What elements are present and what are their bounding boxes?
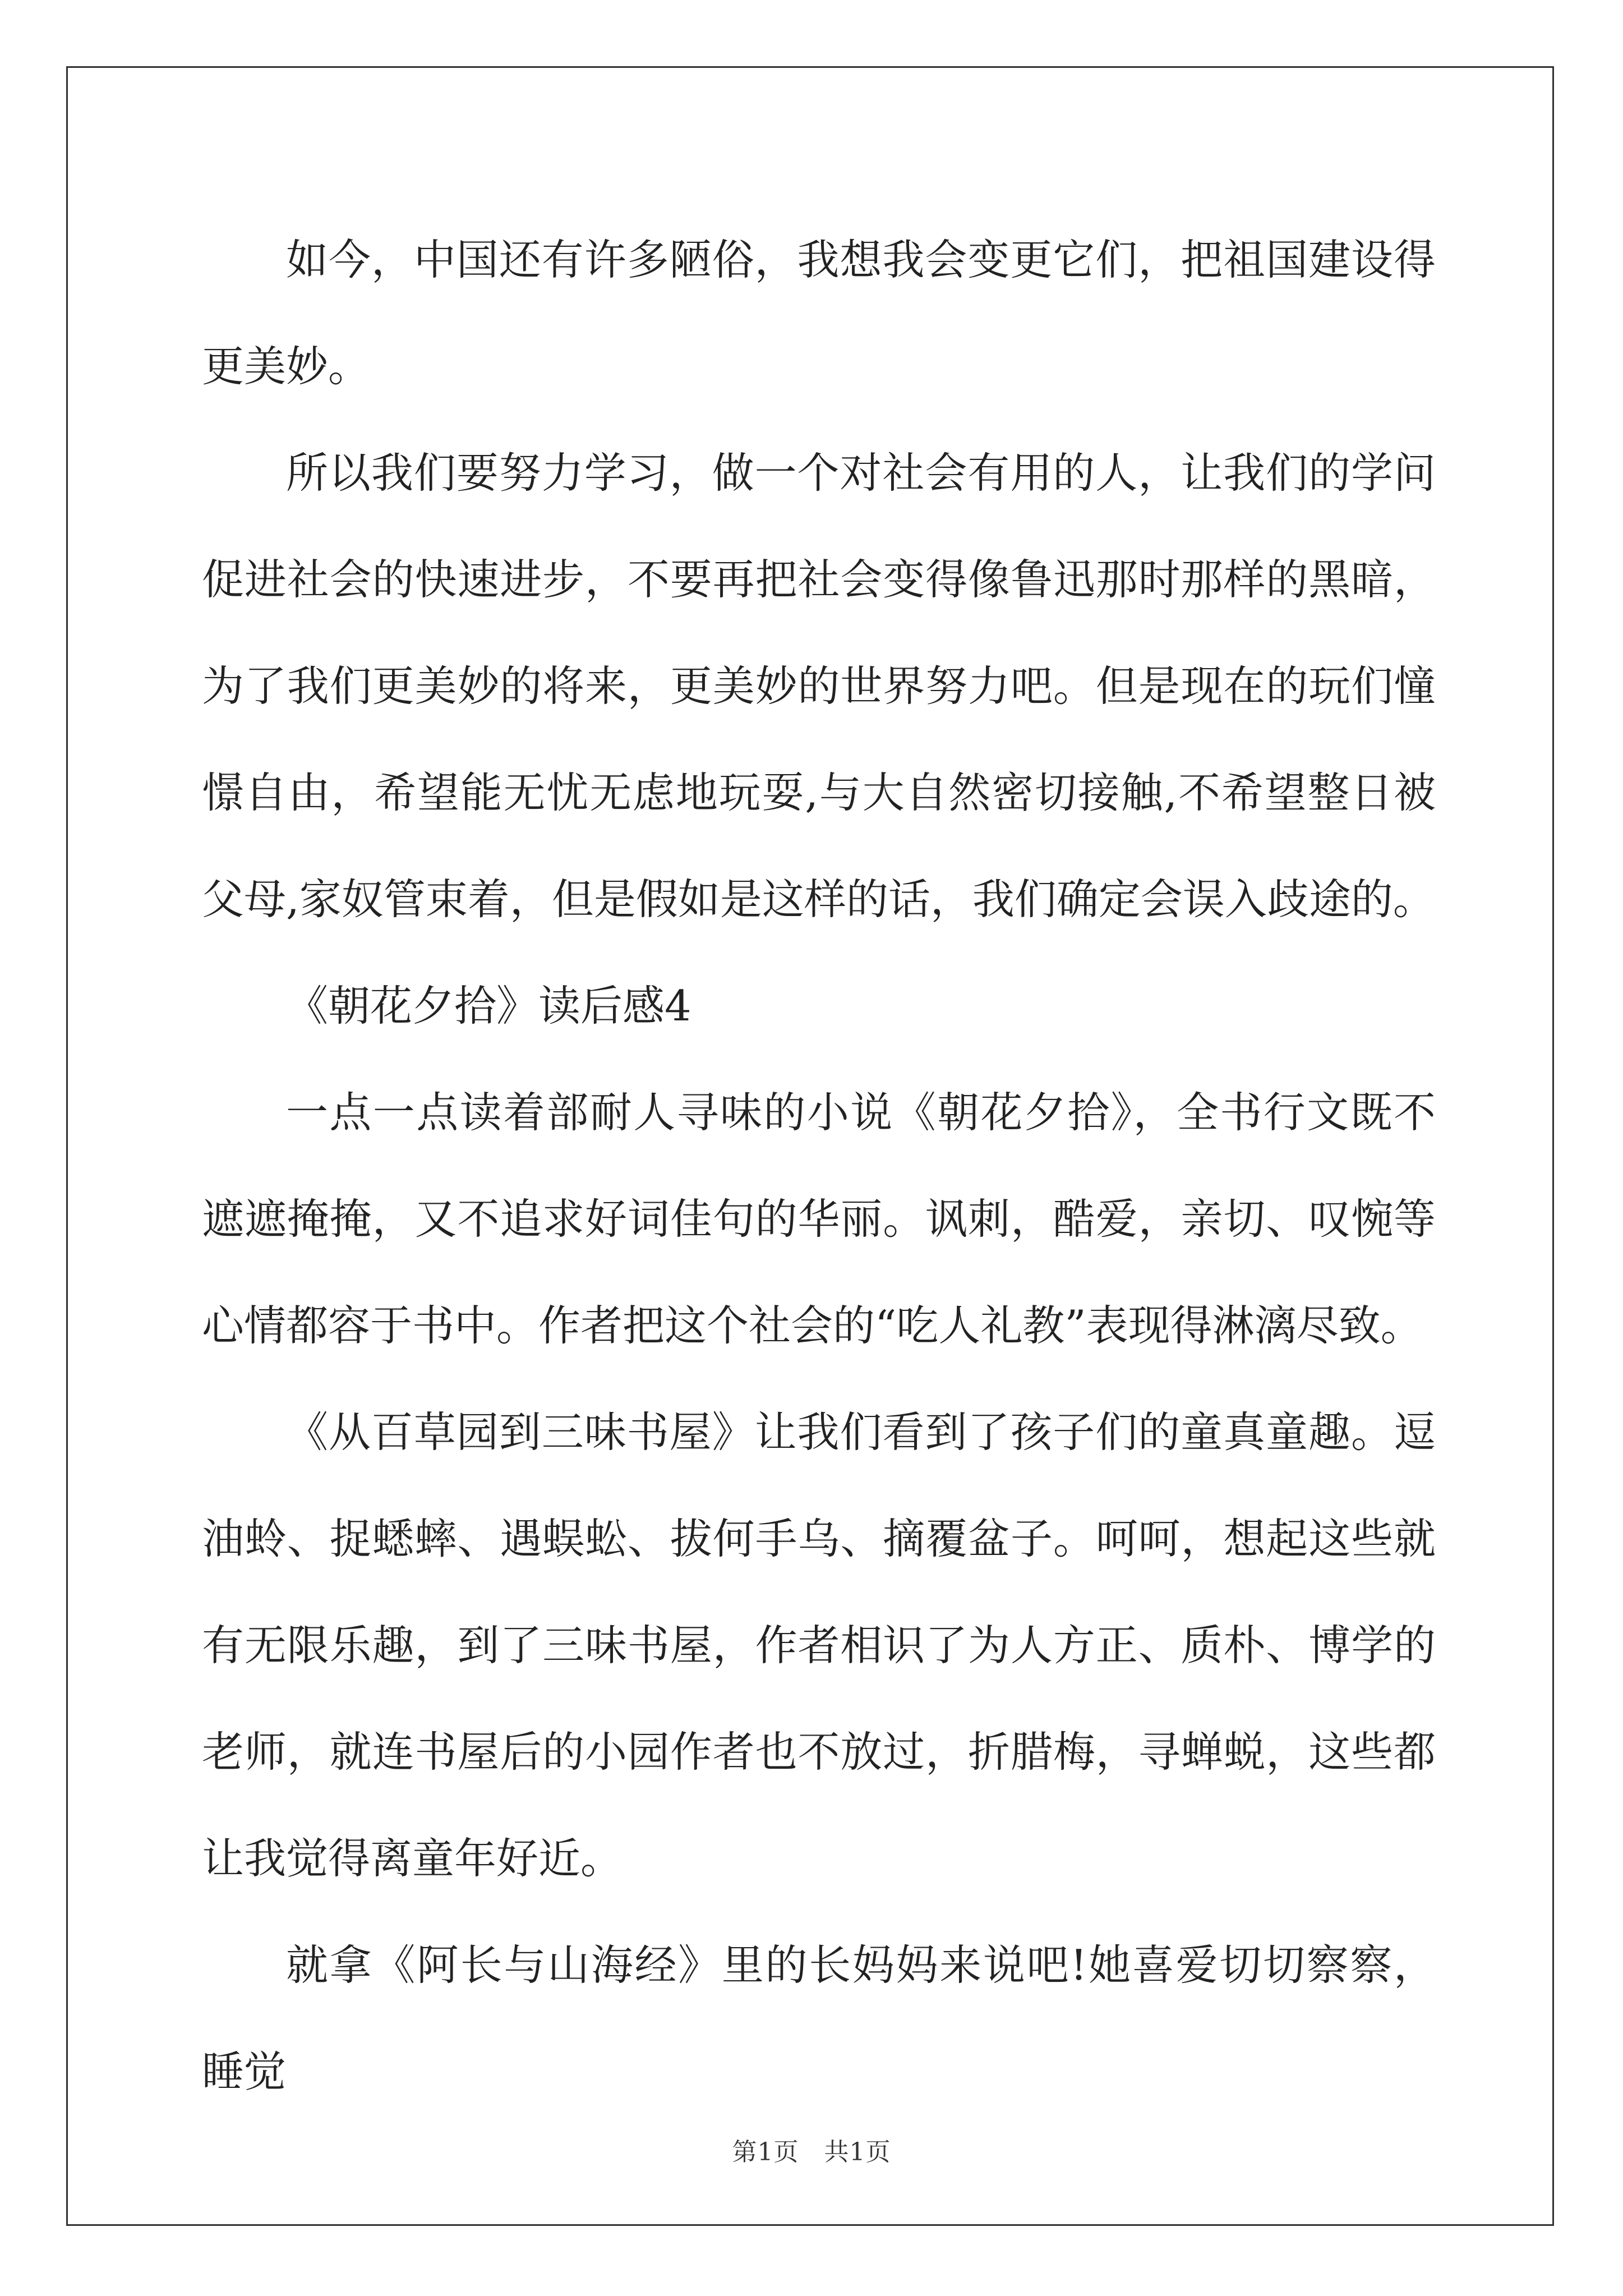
section-heading: 《朝花夕拾》读后感4	[286, 981, 691, 1030]
paragraph: 《从百草园到三味书屋》让我们看到了孩子们的童真童趣。逗油蛉、捉蟋蟀、遇蜈蚣、拔何手乌、摘覆盆子。呵呵，想起这些就有无限乐趣，到了三味书屋，作者相识了为人方正、质朴、博学的老师，就连书屋后的小园作者也不放过，折腊梅，寻蝉蜕，这些都让我觉得离童年好近。	[202, 1407, 1436, 1883]
page-footer	[0, 2132, 1623, 2168]
paragraph: 所以我们要努力学习，做一个对社会有用的人，让我们的学问促进社会的快速进步，不要再把社会变得像鲁迅那时那样的黑暗，为了我们更美妙的将来，更美妙的世界努力吧。但是现在的玩们憧憬自由，希望能无忧无虑地玩耍,与大自然密切接触,不希望整日被父母,家奴管束着，但是假如是这样的话，我们确定会误入歧途的。	[202, 448, 1436, 924]
page-number-label: 第1页 共1页	[732, 2138, 891, 2166]
document-body	[202, 206, 1436, 2125]
paragraph: 如今，中国还有许多陋俗，我想我会变更它们，把祖国建设得更美妙。	[202, 235, 1436, 391]
paragraph: 就拿《阿长与山海经》里的长妈妈来说吧!她喜爱切切察察，睡觉	[202, 1940, 1436, 2096]
paragraph: 一点一点读着部耐人寻味的小说《朝花夕拾》，全书行文既不遮遮掩掩，又不追求好词佳句的华丽。讽刺，酷爱，亲切、叹惋等心情都容于书中。作者把这个社会的“吃人礼教”表现得淋漓尽致。	[202, 1088, 1436, 1350]
